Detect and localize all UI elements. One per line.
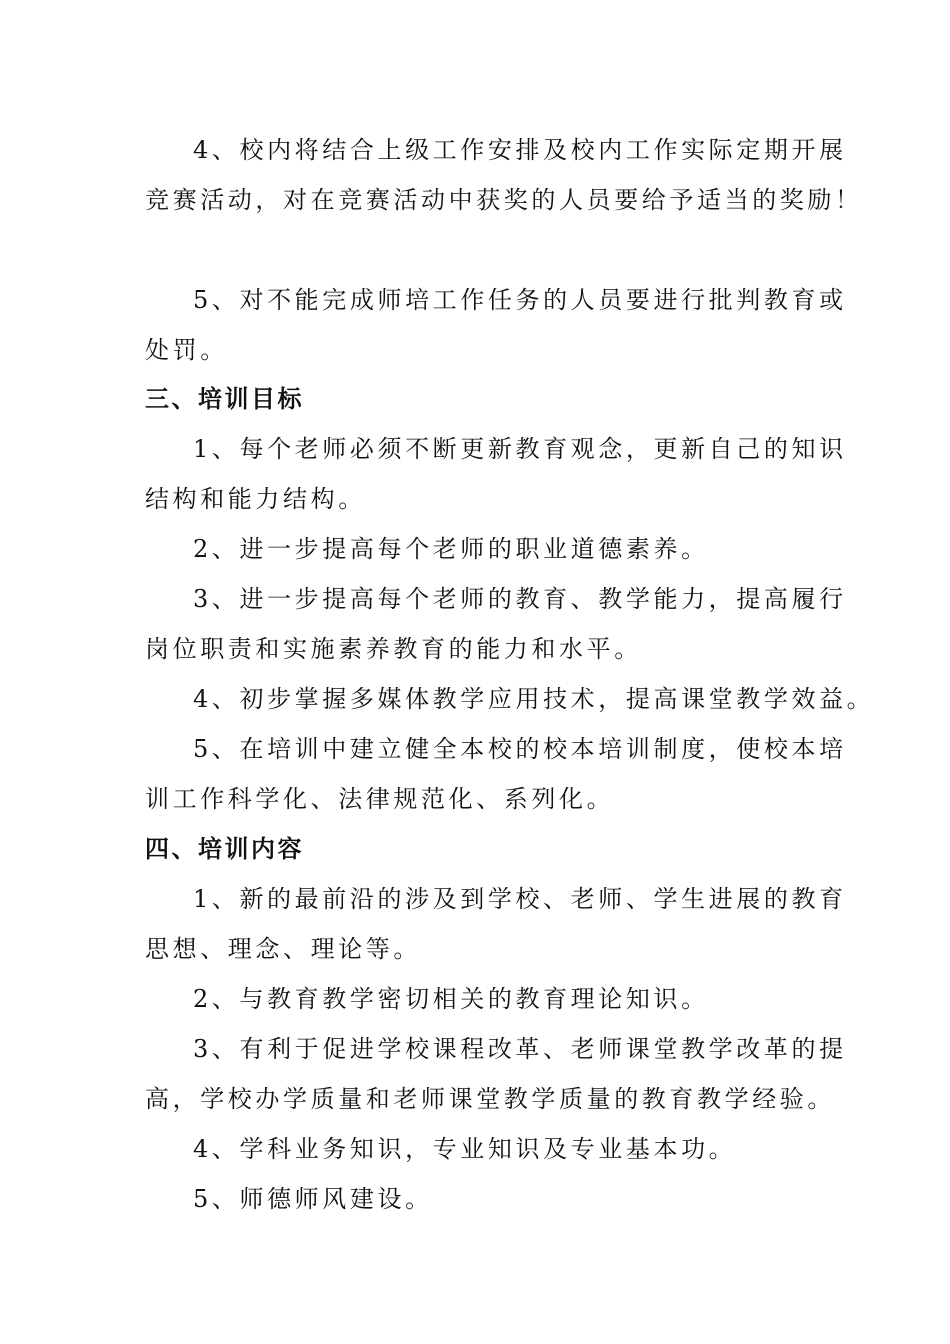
paragraph-reward-line1: 4、校内将结合上级工作安排及校内工作实际定期开展 (193, 136, 847, 164)
goal-item-2: 2、进一步提高每个老师的职业道德素养。 (193, 535, 709, 563)
goal-item-5-line1: 5、在培训中建立健全本校的校本培训制度，使校本培 (193, 735, 847, 763)
goal-item-5-line2: 训工作科学化、法律规范化、系列化。 (145, 785, 615, 813)
paragraph-penalty-line2: 处罚。 (145, 336, 228, 364)
content-item-4: 4、学科业务知识，专业知识及专业基本功。 (193, 1135, 737, 1163)
content-item-5: 5、师德师风建设。 (193, 1185, 433, 1213)
content-item-3-line1: 3、有利于促进学校课程改革、老师课堂教学改革的提 (193, 1035, 847, 1063)
goal-item-3-line2: 岗位职责和实施素养教育的能力和水平。 (145, 635, 642, 663)
goal-item-4: 4、初步掌握多媒体教学应用技术，提高课堂教学效益。 (193, 685, 875, 713)
paragraph-penalty-line1: 5、对不能完成师培工作任务的人员要进行批判教育或 (193, 286, 847, 314)
content-item-3-line2: 高，学校办学质量和老师课堂教学质量的教育教学经验。 (145, 1085, 835, 1113)
paragraph-reward-line2: 竞赛活动，对在竞赛活动中获奖的人员要给予适当的奖励！ (145, 186, 863, 214)
goal-item-1-line2: 结构和能力结构。 (145, 485, 366, 513)
goal-item-3-line1: 3、进一步提高每个老师的教育、教学能力，提高履行 (193, 585, 847, 613)
content-item-1-line1: 1、新的最前沿的涉及到学校、老师、学生进展的教育 (193, 885, 847, 913)
heading-training-content: 四、培训内容 (145, 835, 304, 863)
goal-item-1-line1: 1、每个老师必须不断更新教育观念，更新自己的知识 (193, 435, 847, 463)
heading-training-goals: 三、培训目标 (145, 385, 304, 413)
content-item-1-line2: 思想、理念、理论等。 (145, 935, 421, 963)
content-item-2: 2、与教育教学密切相关的教育理论知识。 (193, 985, 709, 1013)
